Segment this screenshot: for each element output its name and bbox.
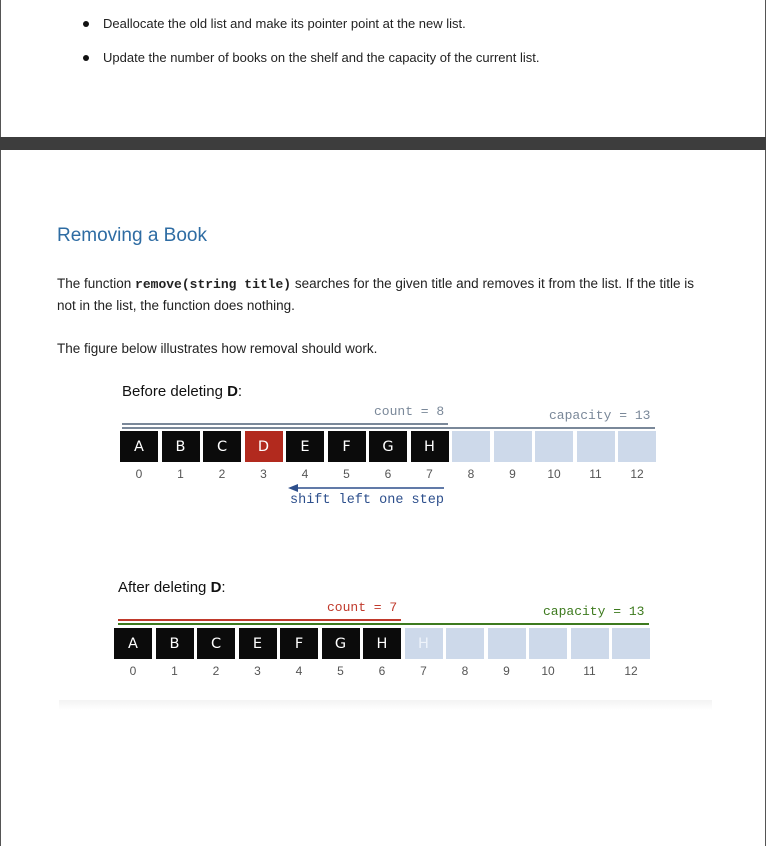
bullet-item: Update the number of books on the shelf and the capacity of the current list.: [81, 48, 539, 82]
array-cell: E: [239, 628, 277, 659]
array-cell: B: [156, 628, 194, 659]
array-cell: [612, 628, 650, 659]
after-capacity-label: capacity = 13: [543, 604, 645, 619]
array-index: 9: [503, 664, 510, 678]
shift-arrow-head: [288, 484, 298, 492]
array-index: 10: [547, 467, 561, 481]
bullet-item: Deallocate the old list and make its pointer point at the new list.: [81, 14, 539, 48]
after-label-letter: D: [210, 579, 222, 596]
array-index: 7: [420, 664, 427, 678]
array-cell: F: [280, 628, 318, 659]
array-cell: [577, 431, 615, 462]
page-separator: [0, 137, 766, 150]
function-signature: remove(string title): [135, 277, 292, 292]
array-index: 1: [171, 664, 178, 678]
array-index: 8: [467, 467, 475, 481]
array-cell: B: [162, 431, 200, 462]
array-index: 6: [378, 664, 386, 678]
before-label: [122, 383, 242, 400]
array-index: 5: [337, 664, 344, 678]
page-bottom-edge: [59, 700, 712, 710]
array-cell: E: [286, 431, 324, 462]
array-index: 2: [218, 467, 226, 481]
array-index: 1: [177, 467, 184, 481]
array-cell: A: [120, 431, 158, 462]
array-index: 2: [212, 664, 220, 678]
after-label-text: After deleting: [118, 579, 211, 596]
before-count-label: count = 8: [374, 404, 445, 419]
remove-description: [57, 273, 707, 316]
before-capacity-label: capacity = 13: [549, 408, 651, 423]
array-index: 0: [129, 664, 137, 678]
before-label-colon: :: [237, 383, 243, 400]
array-index: 3: [254, 664, 261, 678]
previous-page: [0, 0, 766, 137]
after-count-line: [118, 619, 401, 621]
array-cell: [618, 431, 656, 462]
array-cell: [488, 628, 526, 659]
array-cell: G: [322, 628, 360, 659]
array-cell: C: [197, 628, 235, 659]
description-text: The function: [57, 276, 136, 291]
array-index: 11: [583, 664, 596, 678]
array-cell: H: [405, 628, 443, 659]
figure-intro: The figure below illustrates how removal should work.: [57, 341, 378, 356]
array-cell: D: [245, 431, 283, 462]
before-capacity-line: [122, 427, 655, 429]
array-index: 4: [301, 467, 309, 481]
array-cell: H: [411, 431, 449, 462]
array-cell: [571, 628, 609, 659]
array-index: 4: [295, 664, 303, 678]
before-label-text: Before deleting: [122, 383, 228, 400]
description-text: searches for the given title and removes it from the list. If the title is not in the list, the function does nothing.: [57, 276, 695, 313]
array-index: 11: [589, 467, 602, 481]
array-cell: H: [363, 628, 401, 659]
after-count-label: count = 7: [327, 600, 398, 615]
array-cell: [494, 431, 532, 462]
shift-label: shift left one step: [290, 493, 444, 508]
array-index: 3: [260, 467, 267, 481]
array-index: 12: [624, 664, 638, 678]
array-index: 12: [630, 467, 644, 481]
array-index: 9: [509, 467, 516, 481]
array-index: 6: [384, 467, 392, 481]
array-index: 8: [461, 664, 469, 678]
array-index: 10: [541, 664, 555, 678]
array-cell: [535, 431, 573, 462]
array-cell: [446, 628, 484, 659]
array-cell: A: [114, 628, 152, 659]
section-title: Removing a Book: [57, 225, 207, 246]
array-index: 7: [426, 467, 433, 481]
after-label-colon: :: [221, 579, 226, 596]
bullet-list: [81, 14, 539, 82]
array-cell: C: [203, 431, 241, 462]
array-cell: F: [328, 431, 366, 462]
array-index: 0: [135, 467, 143, 481]
before-label-letter: D: [227, 383, 238, 400]
before-count-line: [122, 423, 448, 425]
array-index: 5: [343, 467, 350, 481]
after-capacity-line: [118, 623, 649, 625]
array-cell: G: [369, 431, 407, 462]
array-cell: [452, 431, 490, 462]
array-cell: [529, 628, 567, 659]
after-label: [118, 579, 226, 596]
